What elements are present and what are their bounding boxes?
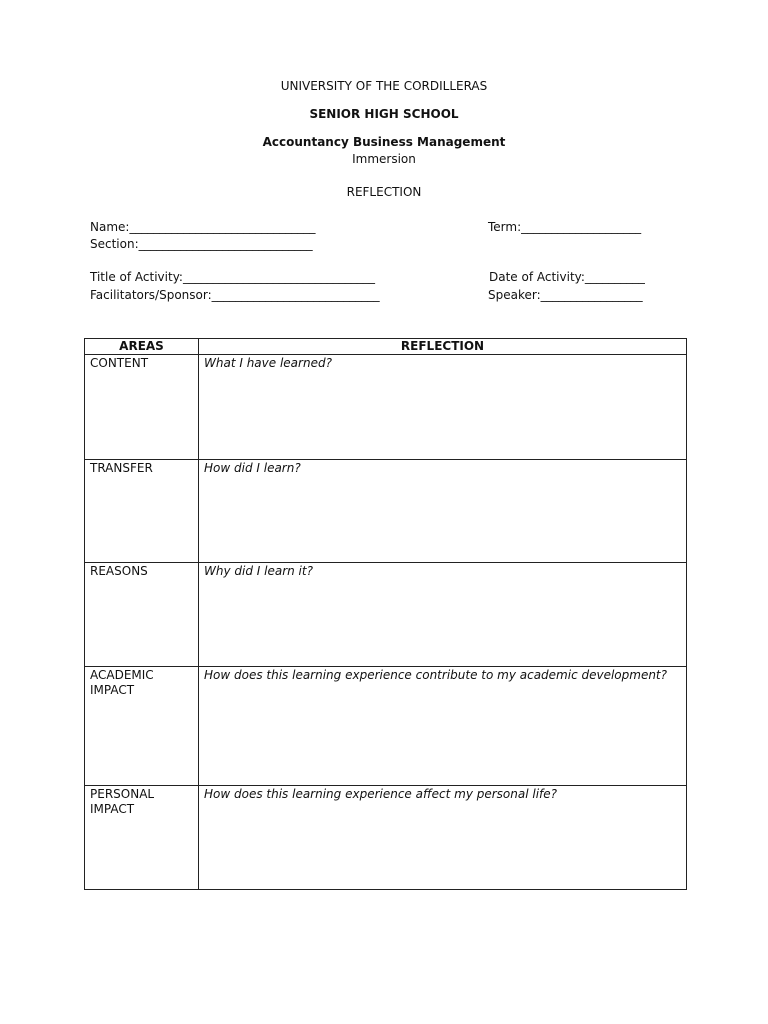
subtitle: Immersion xyxy=(352,152,416,166)
area-cell: ACADEMIC IMPACT xyxy=(85,667,199,786)
table-row xyxy=(85,355,687,460)
date-of-activity-field[interactable]: Date of Activity:__________ xyxy=(489,270,645,284)
area-cell: CONTENT xyxy=(85,355,199,460)
reflection-cell[interactable]: How did I learn? xyxy=(199,460,687,563)
reflection-header: REFLECTION xyxy=(199,339,687,355)
reflection-cell[interactable]: Why did I learn it? xyxy=(199,563,687,667)
facilitators-sponsor-field[interactable]: Facilitators/Sponsor:____________________________ xyxy=(90,288,380,302)
document-type: REFLECTION xyxy=(346,185,422,199)
table-row xyxy=(85,667,687,786)
name-field[interactable]: Name:_______________________________ xyxy=(90,220,316,234)
reflection-cell[interactable]: What I have learned? xyxy=(199,355,687,460)
term-field[interactable]: Term:____________________ xyxy=(488,220,642,234)
reflection-cell[interactable]: How does this learning experience affect my personal life? xyxy=(199,786,687,890)
area-cell: PERSONAL IMPACT xyxy=(85,786,199,890)
areas-header: AREAS xyxy=(85,339,199,355)
table-row xyxy=(85,786,687,890)
speaker-field[interactable]: Speaker:_________________ xyxy=(488,288,643,302)
school-name: SENIOR HIGH SCHOOL xyxy=(309,107,459,121)
table-row xyxy=(85,460,687,563)
area-cell: REASONS xyxy=(85,563,199,667)
area-cell: TRANSFER xyxy=(85,460,199,563)
university-name: UNIVERSITY OF THE CORDILLERAS xyxy=(280,79,488,93)
program-name: Accountancy Business Management xyxy=(262,135,506,149)
reflection-table xyxy=(84,338,687,890)
section-field[interactable]: Section:_____________________________ xyxy=(90,237,313,251)
table-header-row xyxy=(85,339,687,355)
reflection-cell[interactable]: How does this learning experience contribute to my academic development? xyxy=(199,667,687,786)
table-row xyxy=(85,563,687,667)
title-of-activity-field[interactable]: Title of Activity:________________________________ xyxy=(90,270,375,284)
